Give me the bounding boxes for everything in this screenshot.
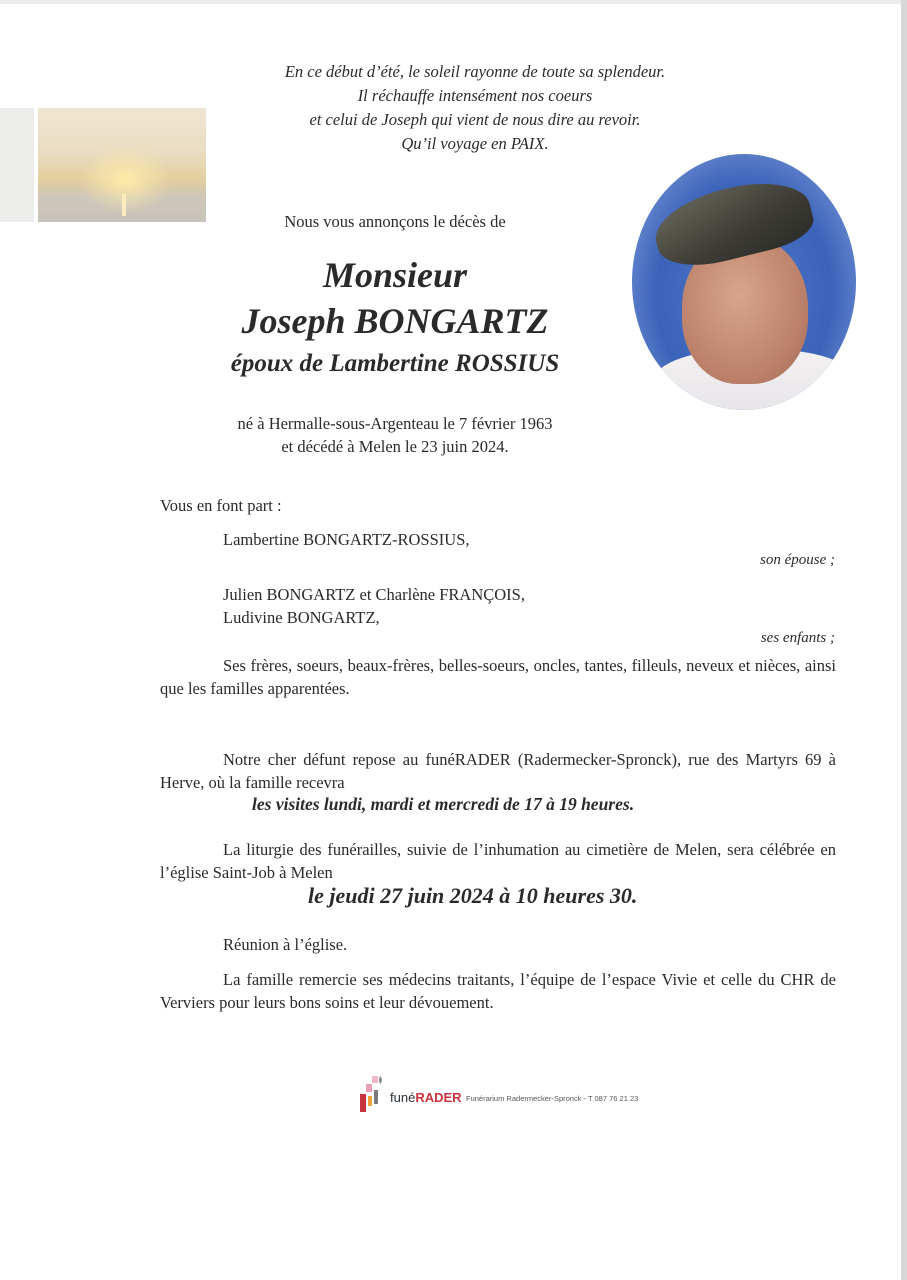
brand-suffix: RADER [415,1090,462,1105]
family-intro: Vous en font part : [160,496,282,515]
thanks-text: La famille remercie ses médecins traitants, l’équipe de l’espace Vivie et celle du CHR de Verviers pour leurs bons soins et leur dévouement. [160,970,836,1012]
brand-prefix: funé [390,1090,416,1105]
extended-family: Ses frères, soeurs, beaux-frères, belles-soeurs, oncles, tantes, filleuls, neveux et nièces, ainsi que les familles apparentées. [160,656,836,698]
deceased-spouse: époux de Lambertine ROSSIUS [230,350,560,377]
deceased-full-name: Joseph BONGARTZ [241,301,549,341]
visitation-hours: les visites lundi, mardi et mercredi de 17 à 19 heures. [252,794,635,814]
funeral-text: La liturgie des funérailles, suivie de l’inhumation au cimetière de Melen, sera célébrée en l’église Saint-Job à Melen [160,840,836,882]
child-name: Ludivine BONGARTZ, [223,608,380,627]
sun-reflection [122,194,126,216]
epigraph [230,60,720,156]
funerader-brand [390,1090,462,1105]
funeral-home-logo [358,1074,658,1116]
sunset-image [38,108,206,222]
reunion-note: Réunion à l’église. [223,935,348,954]
spouse-relation: son épouse ; [760,552,835,568]
funerarium-contact: Funérarium Radermecker-Spronck - T 087 76 21 23 [466,1094,639,1103]
death-line: et décédé à Melen le 23 juin 2024. [281,437,509,456]
decorative-strip [0,108,34,222]
epigraph-line: En ce début d’été, le soleil rayonne de toute sa splendeur. [284,62,666,81]
child-name: Julien BONGARTZ et Charlène FRANÇOIS, [223,585,525,604]
page-top-edge [0,0,907,4]
birth-line: né à Hermalle-sous-Argenteau le 7 février 1963 [237,414,553,433]
spouse-name: Lambertine BONGARTZ-ROSSIUS, [223,530,470,549]
birth-death-info [150,412,640,458]
portrait-photo [632,154,856,410]
epigraph-line: et celui de Joseph qui vient de nous dire au revoir. [309,110,641,129]
page-right-edge [901,0,907,1280]
epigraph-line: Qu’il voyage en PAIX. [401,134,549,153]
visitation-text: Notre cher défunt repose au funéRADER (Radermecker-Spronck), rue des Martyrs 69 à Herve, où la famille recevra [160,750,836,792]
funeral-date: le jeudi 27 juin 2024 à 10 heures 30. [308,883,638,908]
deceased-name-block [150,252,640,382]
children-relation: ses enfants ; [760,630,835,646]
announcement: Nous vous annonçons le décès de [284,212,506,231]
epigraph-line: Il réchauffe intensément nos coeurs [357,86,593,105]
deceased-title: Monsieur [322,255,468,295]
funerader-logo-icon [358,1074,384,1114]
